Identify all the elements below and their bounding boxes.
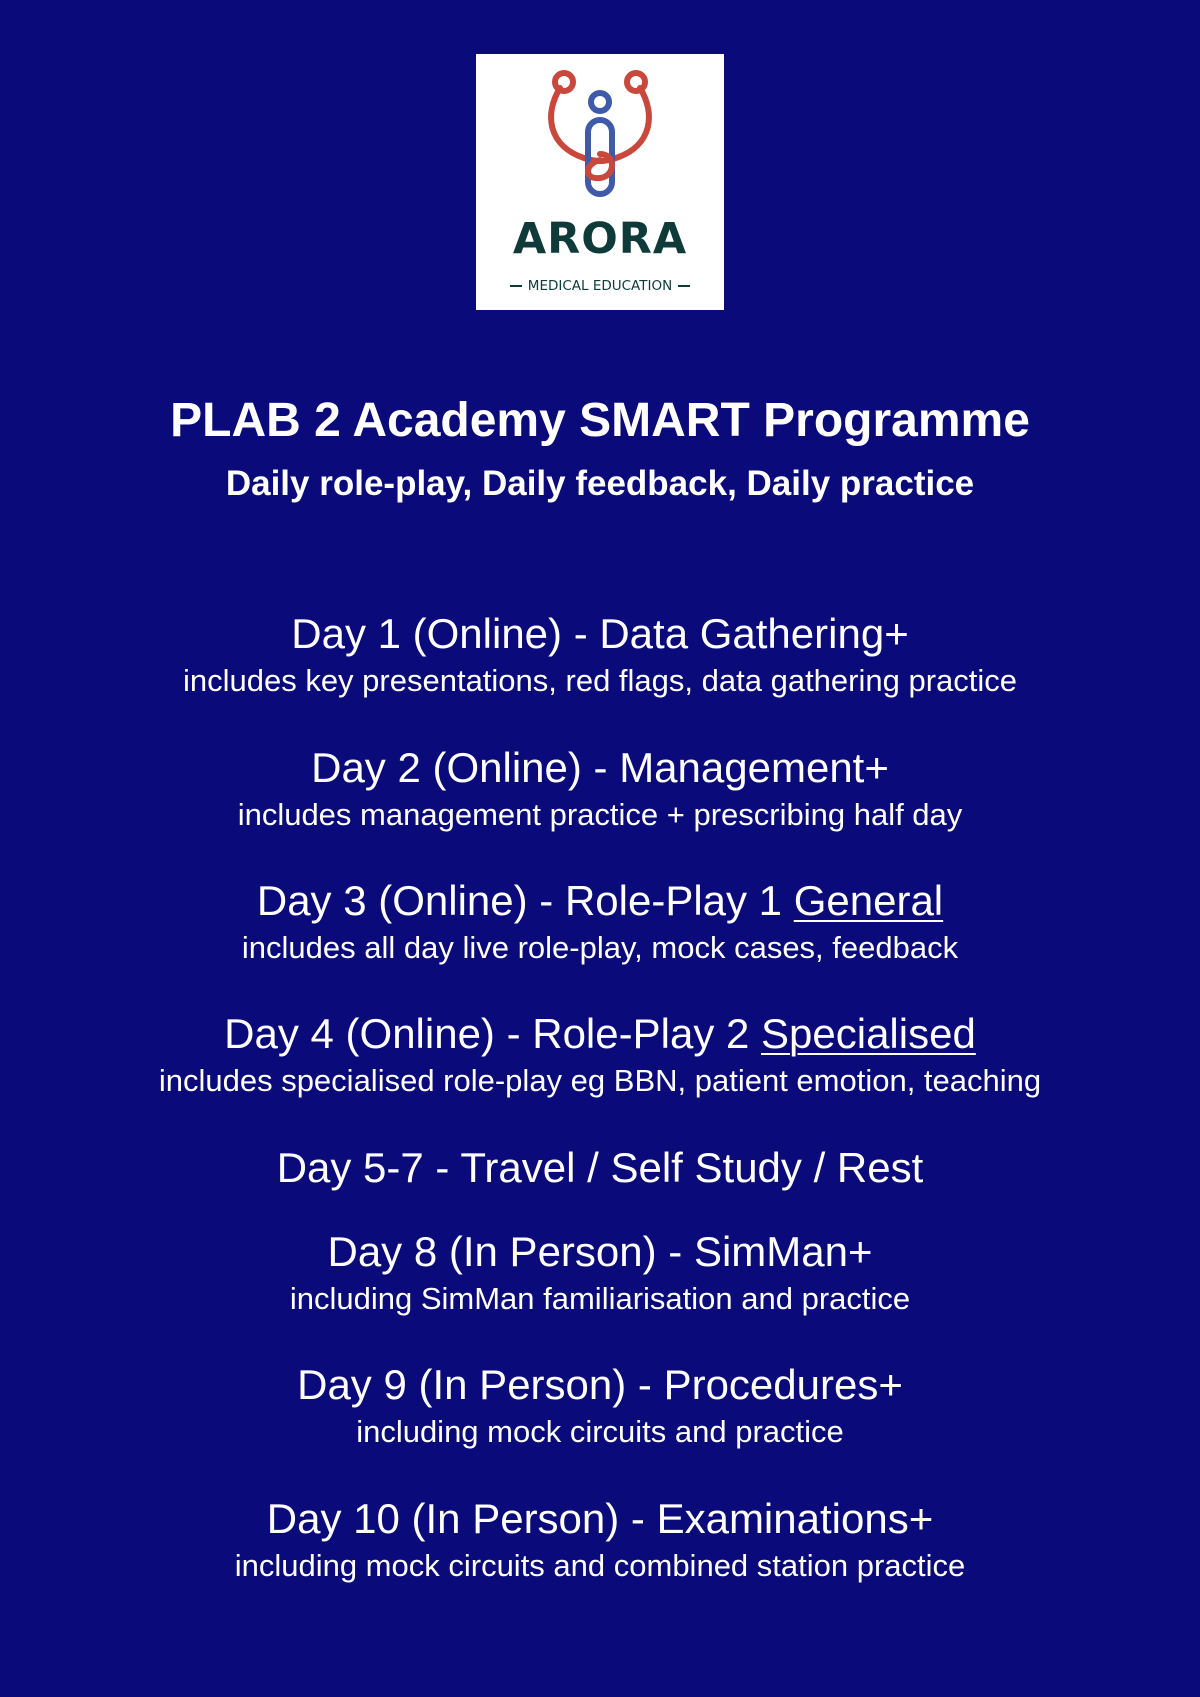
dash-right-icon (678, 285, 690, 287)
day-description: includes key presentations, red flags, data gathering practice (182, 663, 1018, 698)
schedule-item-day-5-7 (0, 1142, 1200, 1194)
day-description: includes all day live role-play, mock cases, feedback (241, 930, 959, 965)
schedule-item-day-3 (0, 875, 1200, 967)
stethoscope-person-icon (476, 54, 724, 214)
day-title-emphasis: General (793, 877, 944, 924)
day-description: including mock circuits and practice (356, 1414, 844, 1449)
dash-left-icon (510, 285, 522, 287)
day-title: Day 4 (Online) - Role-Play 2 Specialised (224, 1010, 976, 1057)
day-title: Day 9 (In Person) - Procedures+ (297, 1361, 903, 1408)
day-title: Day 8 (In Person) - SimMan+ (327, 1228, 873, 1275)
day-title: Day 2 (Online) - Management+ (311, 744, 889, 791)
schedule-item-day-1 (0, 608, 1200, 700)
schedule-item-day-2 (0, 742, 1200, 834)
day-title-emphasis: Specialised (761, 1010, 976, 1057)
schedule-item-day-8 (0, 1226, 1200, 1318)
logo (476, 54, 724, 310)
logo-tagline (476, 280, 724, 294)
logo-tagline-text: MEDICAL EDUCATION (527, 278, 673, 294)
day-description: including mock circuits and combined station practice (234, 1548, 966, 1583)
schedule-item-day-4 (0, 1008, 1200, 1100)
schedule-item-day-9 (0, 1359, 1200, 1451)
day-title: Day 5-7 - Travel / Self Study / Rest (276, 1144, 924, 1191)
page-subtitle: Daily role-play, Daily feedback, Daily practice (225, 464, 975, 503)
day-description: includes specialised role-play eg BBN, patient emotion, teaching (158, 1063, 1042, 1098)
logo-wordmark: ARORA (512, 214, 688, 264)
day-description: includes management practice + prescribing half day (237, 797, 963, 832)
day-description: including SimMan familiarisation and practice (289, 1281, 911, 1316)
page-title: PLAB 2 Academy SMART Programme (170, 394, 1030, 447)
day-title: Day 10 (In Person) - Examinations+ (266, 1495, 934, 1542)
day-title: Day 3 (Online) - Role-Play 1 General (256, 877, 944, 924)
schedule-item-day-10 (0, 1493, 1200, 1585)
day-title: Day 1 (Online) - Data Gathering+ (291, 610, 909, 657)
